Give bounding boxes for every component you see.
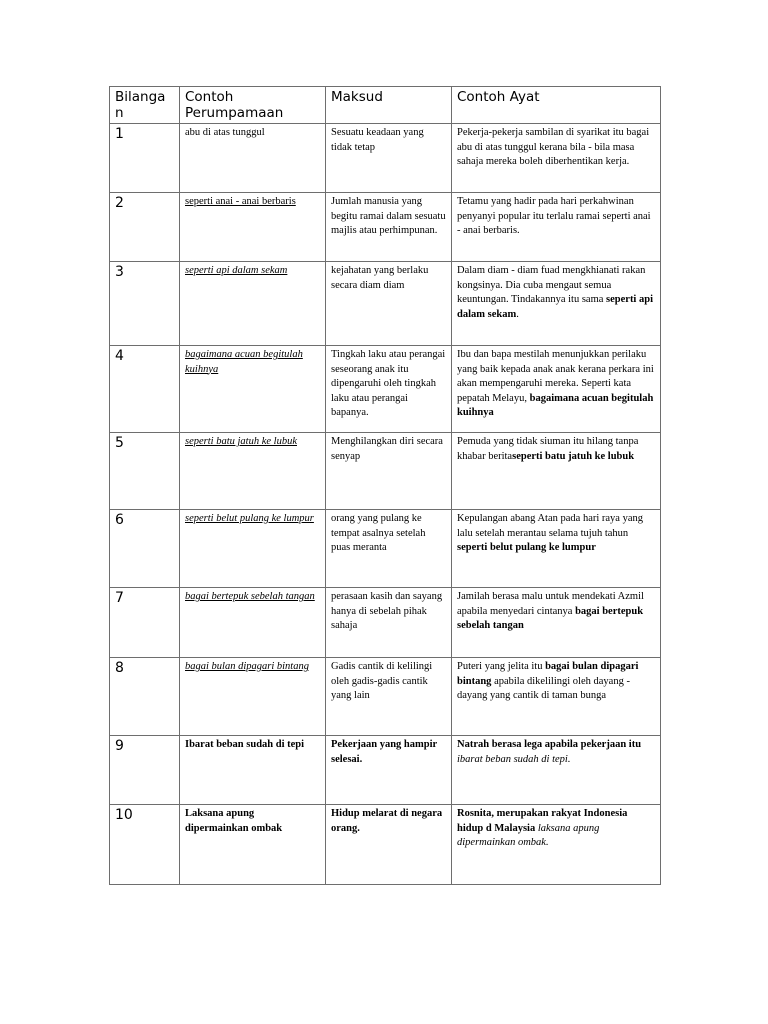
row-number: 9 — [110, 736, 180, 805]
ayat-perumpamaan-bold: seperti batu jatuh ke lubuk — [512, 450, 635, 462]
ayat-text: Kepulangan abang Atan pada hari raya yang lalu setelah merantau selama tujuh tahun — [457, 513, 644, 539]
maksud-cell: Sesuatu keadaan yang tidak tetap — [326, 124, 452, 193]
perumpamaan-cell: seperti batu jatuh ke lubuk — [180, 433, 326, 510]
ayat-cell: Tetamu yang hadir pada hari perkahwinan penyanyi popular itu terlalu ramai seperti anai - anai berbaris. — [452, 193, 661, 262]
perumpamaan-table — [109, 86, 661, 885]
table-row — [110, 193, 661, 262]
perumpamaan-cell: bagai bulan dipagari bintang — [180, 658, 326, 736]
row-number: 3 — [110, 262, 180, 346]
maksud-cell: Tingkah laku atau perangai seseorang anak itu dipengaruhi oleh tingkah laku atau perangai bapanya. — [326, 346, 452, 433]
ayat-perumpamaan-italic: laksana apung dipermainkan ombak. — [457, 822, 600, 848]
ayat-text: Jamilah berasa malu untuk mendekati Azmil apabila menyedari cintanya — [457, 591, 644, 617]
ayat-text: apabila dikelilingi oleh dayang - dayang yang cantik di taman bunga — [457, 675, 630, 701]
row-number: 2 — [110, 193, 180, 262]
table-row — [110, 124, 661, 193]
ayat-cell: Pekerja-pekerja sambilan di syarikat itu bagai abu di atas tunggul kerana bila - bila masa sahaja mereka boleh diberhentikan kerja. — [452, 124, 661, 193]
ayat-cell — [452, 510, 661, 588]
ayat-perumpamaan-bold: bagaimana acuan begitulah kuihnya — [457, 392, 654, 418]
table-row — [110, 658, 661, 736]
perumpamaan-cell: seperti api dalam sekam — [180, 262, 326, 346]
row-number: 7 — [110, 588, 180, 658]
ayat-perumpamaan-bold: seperti belut pulang ke lumpur — [457, 542, 596, 553]
ayat-text: . — [516, 308, 519, 320]
ayat-cell — [452, 588, 661, 658]
ayat-cell — [452, 805, 661, 885]
perumpamaan-cell: abu di atas tunggul — [180, 124, 326, 193]
ayat-perumpamaan-bold: bagai bertepuk sebelah tangan — [457, 605, 644, 631]
ayat-text: Dalam diam - diam fuad mengkhianati rakan kongsinya. Dia cuba mengaut semua keuntungan. Tindakannya itu sama — [457, 265, 646, 305]
perumpamaan-cell: bagai bertepuk sebelah tangan — [180, 588, 326, 658]
row-number: 6 — [110, 510, 180, 588]
header-row — [110, 87, 661, 124]
header-bilangan: Bilanga n — [110, 87, 180, 124]
ayat-cell — [452, 262, 661, 346]
perumpamaan-cell: Ibarat beban sudah di tepi — [180, 736, 326, 805]
maksud-cell: Gadis cantik di kelilingi oleh gadis-gadis cantik yang lain — [326, 658, 452, 736]
ayat-perumpamaan-bold: bagai bulan dipagari bintang — [457, 661, 639, 687]
ayat-cell — [452, 658, 661, 736]
ayat-cell — [452, 736, 661, 805]
table-row — [110, 736, 661, 805]
maksud-cell: Hidup melarat di negara orang. — [326, 805, 452, 885]
ayat-text: Puteri yang jelita itu — [457, 661, 546, 672]
ayat-perumpamaan-bold: seperti api dalam sekam — [457, 294, 653, 320]
perumpamaan-cell: bagaimana acuan begitulah kuihnya — [180, 346, 326, 433]
header-maksud: Maksud — [326, 87, 452, 124]
ayat-text: Pemuda yang tidak siuman itu hilang tanpa khabar berita — [457, 436, 639, 462]
table-row — [110, 588, 661, 658]
ayat-text-bold: Rosnita, merupakan rakyat Indonesia hidup d Malaysia — [457, 808, 628, 834]
row-number: 1 — [110, 124, 180, 193]
perumpamaan-cell: Laksana apung dipermainkan ombak — [180, 805, 326, 885]
perumpamaan-cell: seperti belut pulang ke lumpur — [180, 510, 326, 588]
maksud-cell: perasaan kasih dan sayang hanya di sebelah pihak sahaja — [326, 588, 452, 658]
row-number: 10 — [110, 805, 180, 885]
ayat-cell — [452, 433, 661, 510]
ayat-text-bold: Natrah berasa lega apabila pekerjaan itu — [457, 739, 642, 750]
ayat-perumpamaan-italic: ibarat beban sudah di tepi. — [457, 753, 571, 765]
table-row — [110, 433, 661, 510]
maksud-cell: Pekerjaan yang hampir selesai. — [326, 736, 452, 805]
maksud-cell: Menghilangkan diri secara senyap — [326, 433, 452, 510]
maksud-cell: Jumlah manusia yang begitu ramai dalam sesuatu majlis atau perhimpunan. — [326, 193, 452, 262]
row-number: 4 — [110, 346, 180, 433]
ayat-text: Ibu dan bapa mestilah menunjukkan perilaku yang baik kepada anak anak kerana perkara ini akan mempengaruhi mereka. Seperti kata pepatah Melayu, — [457, 349, 654, 404]
row-number: 8 — [110, 658, 180, 736]
table-row — [110, 262, 661, 346]
table-row — [110, 805, 661, 885]
header-contoh-perumpamaan: Contoh Perumpamaan — [180, 87, 326, 124]
perumpamaan-cell: seperti anai - anai berbaris — [180, 193, 326, 262]
table-row — [110, 346, 661, 433]
table-row — [110, 510, 661, 588]
maksud-cell: orang yang pulang ke tempat asalnya setelah puas meranta — [326, 510, 452, 588]
ayat-cell — [452, 346, 661, 433]
maksud-cell: kejahatan yang berlaku secara diam diam — [326, 262, 452, 346]
row-number: 5 — [110, 433, 180, 510]
header-contoh-ayat: Contoh Ayat — [452, 87, 661, 124]
